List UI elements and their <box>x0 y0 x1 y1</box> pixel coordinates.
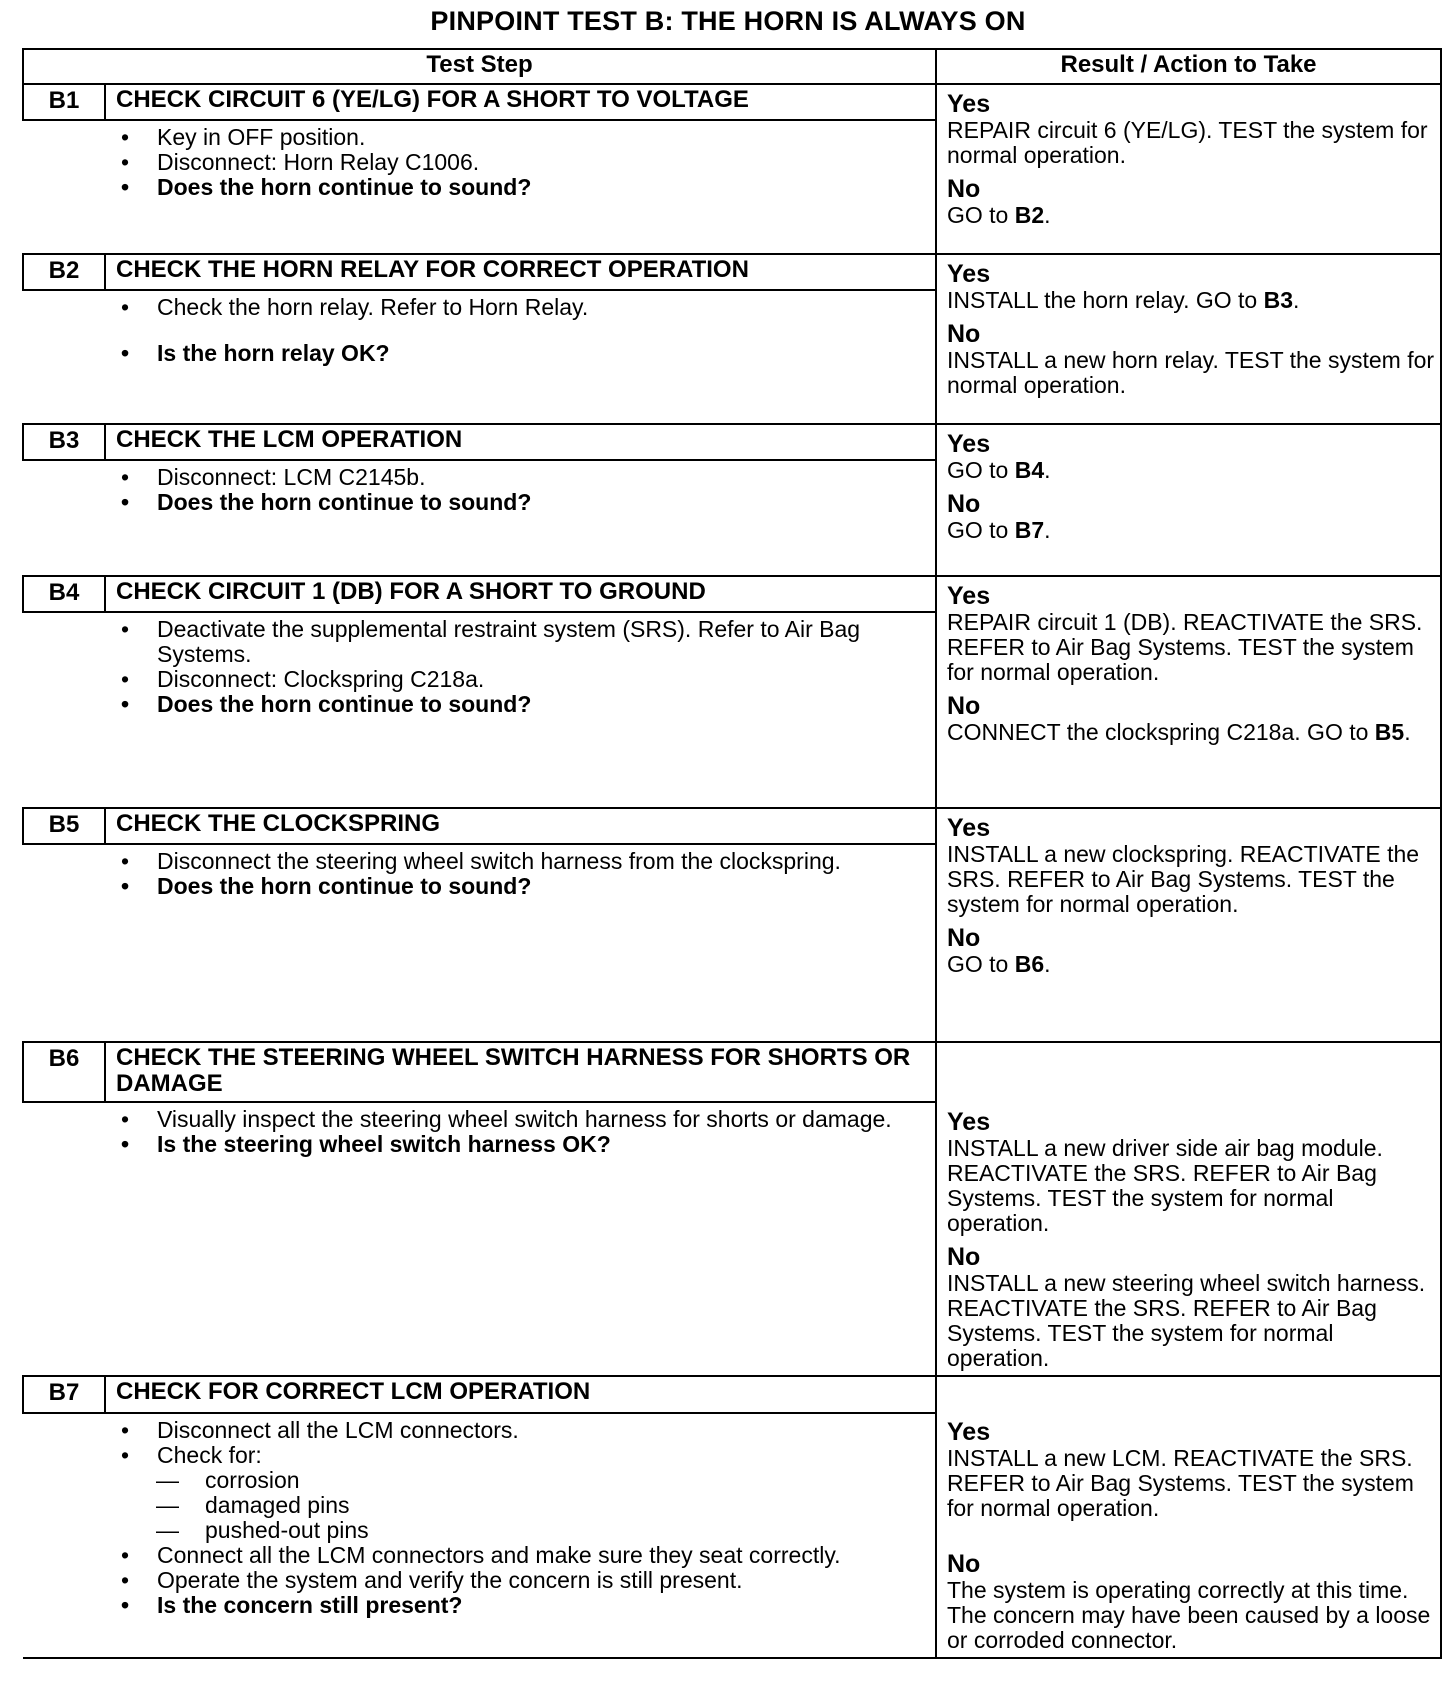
yes-action: GO to B4. <box>947 457 1051 483</box>
no-label: No <box>947 490 981 518</box>
step-result <box>936 254 1441 424</box>
step-list <box>23 1107 935 1157</box>
yes-label: Yes <box>947 260 991 288</box>
no-action: GO to B7. <box>947 517 1051 543</box>
no-action: INSTALL a new steering wheel switch harness. REACTIVATE the SRS. REFER to Air Bag Systems. TEST the system for normal operation. <box>947 1270 1426 1371</box>
no-action: CONNECT the clockspring C218a. GO to B5. <box>947 719 1411 745</box>
step-heading: CHECK THE STEERING WHEEL SWITCH HARNESS FOR SHORTS OR DAMAGE <box>105 1042 936 1102</box>
list-item: • Disconnect the steering wheel switch harness from the clockspring. <box>23 849 921 874</box>
yes-label: Yes <box>947 430 991 458</box>
sub-list-item: — damaged pins <box>23 1493 921 1518</box>
yes-action: REPAIR circuit 1 (DB). REACTIVATE the SRS. REFER to Air Bag Systems. TEST the system for normal operation. <box>947 609 1423 685</box>
list-item-question: • Is the horn relay OK? <box>23 341 921 366</box>
step-code: B5 <box>23 808 105 844</box>
no-action: The system is operating correctly at this time. The concern may have been caused by a loose or corroded connector. <box>947 1577 1431 1653</box>
yes-action: INSTALL a new LCM. REACTIVATE the SRS. REFER to Air Bag Systems. TEST the system for normal operation. <box>947 1445 1414 1521</box>
no-label: No <box>947 320 981 348</box>
step-list <box>23 617 935 717</box>
step-heading: CHECK CIRCUIT 6 (YE/LG) FOR A SHORT TO VOLTAGE <box>105 84 936 120</box>
list-item: • Disconnect: LCM C2145b. <box>23 465 921 490</box>
list-item-question: • Does the horn continue to sound? <box>23 874 921 899</box>
no-label: No <box>947 1550 981 1578</box>
list-item: • Disconnect all the LCM connectors. <box>23 1418 921 1443</box>
column-header-test-step: Test Step <box>23 49 936 84</box>
list-item-question: • Is the concern still present? <box>23 1593 921 1618</box>
step-list <box>23 295 935 366</box>
step-header-row <box>23 1042 1441 1102</box>
step-list <box>23 465 935 515</box>
step-reference: B4 <box>1014 457 1045 483</box>
step-body <box>23 612 936 808</box>
step-reference: B2 <box>1014 202 1045 228</box>
step-result <box>936 1376 1441 1658</box>
step-code: B3 <box>23 424 105 460</box>
yes-label: Yes <box>947 90 991 118</box>
list-item: • Check the horn relay. Refer to Horn Relay. <box>23 295 921 320</box>
no-action: GO to B2. <box>947 202 1051 228</box>
list-item: • Operate the system and verify the concern is still present. <box>23 1568 921 1593</box>
list-item: • Visually inspect the steering wheel switch harness for shorts or damage. <box>23 1107 921 1132</box>
step-header-row <box>23 254 1441 290</box>
list-item-question: • Does the horn continue to sound? <box>23 490 921 515</box>
yes-action: REPAIR circuit 6 (YE/LG). TEST the system for normal operation. <box>947 117 1428 168</box>
no-action: GO to B6. <box>947 951 1051 977</box>
list-item: • Deactivate the supplemental restraint system (SRS). Refer to Air Bag Systems. <box>23 617 921 667</box>
step-body <box>23 1102 936 1376</box>
step-code: B7 <box>23 1376 105 1413</box>
step-result <box>936 1042 1441 1376</box>
yes-label: Yes <box>947 1418 991 1446</box>
step-header-row <box>23 84 1441 120</box>
yes-action: INSTALL the horn relay. GO to B3. <box>947 287 1300 313</box>
sub-list-item: — corrosion <box>23 1468 921 1493</box>
step-code: B6 <box>23 1042 105 1102</box>
step-body <box>23 460 936 576</box>
step-header-row <box>23 808 1441 844</box>
step-header-row <box>23 576 1441 612</box>
list-item: • Connect all the LCM connectors and make sure they seat correctly. <box>23 1543 921 1568</box>
step-heading: CHECK THE HORN RELAY FOR CORRECT OPERATION <box>105 254 936 290</box>
step-reference: B6 <box>1014 951 1045 977</box>
step-heading: CHECK THE LCM OPERATION <box>105 424 936 460</box>
step-body <box>23 1413 936 1658</box>
step-header-row <box>23 424 1441 460</box>
step-body <box>23 120 936 254</box>
list-item: • Disconnect: Horn Relay C1006. <box>23 150 921 175</box>
list-item-question: • Does the horn continue to sound? <box>23 692 921 717</box>
step-heading: CHECK FOR CORRECT LCM OPERATION <box>105 1376 936 1413</box>
no-label: No <box>947 692 981 720</box>
yes-label: Yes <box>947 1108 991 1136</box>
list-item-question: • Does the horn continue to sound? <box>23 175 921 200</box>
step-code: B2 <box>23 254 105 290</box>
yes-label: Yes <box>947 582 991 610</box>
yes-action: INSTALL a new driver side air bag module. REACTIVATE the SRS. REFER to Air Bag Systems. TEST the system for normal operation. <box>947 1135 1383 1236</box>
step-list <box>23 125 935 200</box>
yes-action: INSTALL a new clockspring. REACTIVATE the SRS. REFER to Air Bag Systems. TEST the system for normal operation. <box>947 841 1420 917</box>
no-label: No <box>947 924 981 952</box>
list-item: • Disconnect: Clockspring C218a. <box>23 667 921 692</box>
step-reference: B3 <box>1263 287 1294 313</box>
step-list <box>23 849 935 899</box>
page-title: PINPOINT TEST B: THE HORN IS ALWAYS ON <box>430 6 1026 36</box>
step-body <box>23 844 936 1042</box>
step-result <box>936 808 1441 1042</box>
pinpoint-test-table <box>22 48 1442 1659</box>
step-result <box>936 576 1441 808</box>
yes-label: Yes <box>947 814 991 842</box>
column-header-result: Result / Action to Take <box>936 49 1441 84</box>
step-code: B1 <box>23 84 105 120</box>
step-result <box>936 424 1441 576</box>
sub-list-item: — pushed-out pins <box>23 1518 921 1543</box>
step-result <box>936 84 1441 254</box>
no-action: INSTALL a new horn relay. TEST the system for normal operation. <box>947 347 1435 398</box>
no-label: No <box>947 175 981 203</box>
step-header-row <box>23 1376 1441 1413</box>
list-item: • Check for: <box>23 1443 921 1468</box>
list-item: • Key in OFF position. <box>23 125 921 150</box>
step-heading: CHECK THE CLOCKSPRING <box>105 808 936 844</box>
step-code: B4 <box>23 576 105 612</box>
step-reference: B7 <box>1014 517 1045 543</box>
step-heading: CHECK CIRCUIT 1 (DB) FOR A SHORT TO GROUND <box>105 576 936 612</box>
step-list <box>23 1418 935 1618</box>
list-item-question: • Is the steering wheel switch harness OK? <box>23 1132 921 1157</box>
step-body <box>23 290 936 424</box>
table-header-row <box>23 49 1441 84</box>
no-label: No <box>947 1243 981 1271</box>
step-reference: B5 <box>1374 719 1405 745</box>
